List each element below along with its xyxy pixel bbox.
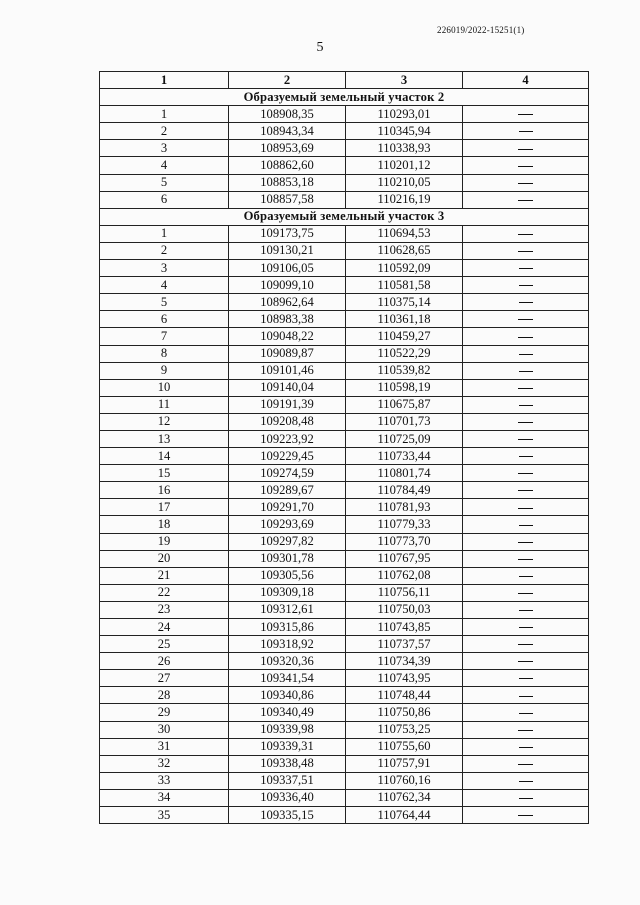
y-coordinate-cell: 110201,12 (346, 157, 463, 174)
x-coordinate-cell: 109274,59 (229, 465, 346, 482)
x-coordinate-cell: 109297,82 (229, 533, 346, 550)
table-row (100, 601, 589, 618)
column-header: 4 (463, 72, 589, 89)
dash-mark (519, 131, 533, 132)
point-number-cell: 32 (100, 755, 229, 772)
table-row (100, 311, 589, 328)
y-coordinate-cell: 110781,93 (346, 499, 463, 516)
dash-mark (518, 251, 533, 252)
y-coordinate-cell: 110675,87 (346, 396, 463, 413)
table-row (100, 413, 589, 430)
note-cell (463, 687, 589, 704)
table-row (100, 294, 589, 311)
x-coordinate-cell: 109305,56 (229, 567, 346, 584)
table-row (100, 772, 589, 789)
point-number-cell: 18 (100, 516, 229, 533)
y-coordinate-cell: 110581,58 (346, 277, 463, 294)
y-coordinate-cell: 110762,08 (346, 567, 463, 584)
note-cell (463, 636, 589, 653)
x-coordinate-cell: 109223,92 (229, 430, 346, 447)
dash-mark (519, 781, 533, 782)
y-coordinate-cell: 110750,86 (346, 704, 463, 721)
point-number-cell: 14 (100, 448, 229, 465)
table-row (100, 653, 589, 670)
x-coordinate-cell: 109291,70 (229, 499, 346, 516)
x-coordinate-cell: 109312,61 (229, 601, 346, 618)
y-coordinate-cell: 110338,93 (346, 140, 463, 157)
x-coordinate-cell: 109229,45 (229, 448, 346, 465)
note-cell (463, 499, 589, 516)
dash-mark (519, 747, 533, 748)
note-cell (463, 482, 589, 499)
note-cell (463, 772, 589, 789)
point-number-cell: 28 (100, 687, 229, 704)
dash-mark (518, 730, 533, 731)
y-coordinate-cell: 110210,05 (346, 174, 463, 191)
x-coordinate-cell: 109340,49 (229, 704, 346, 721)
point-number-cell: 3 (100, 140, 229, 157)
table-row (100, 516, 589, 533)
dash-mark (519, 525, 533, 526)
note-cell (463, 430, 589, 447)
dash-mark (519, 371, 533, 372)
y-coordinate-cell: 110750,03 (346, 601, 463, 618)
table-row (100, 191, 589, 208)
dash-mark (518, 388, 533, 389)
dash-mark (519, 268, 533, 269)
point-number-cell: 17 (100, 499, 229, 516)
dash-mark (519, 798, 533, 799)
table-row (100, 789, 589, 806)
note-cell (463, 516, 589, 533)
point-number-cell: 31 (100, 738, 229, 755)
point-number-cell: 11 (100, 396, 229, 413)
x-coordinate-cell: 108983,38 (229, 311, 346, 328)
table-row (100, 174, 589, 191)
table-row (100, 533, 589, 550)
dash-mark (518, 593, 533, 594)
note-cell (463, 721, 589, 738)
dash-mark (518, 490, 533, 491)
y-coordinate-cell: 110725,09 (346, 430, 463, 447)
y-coordinate-cell: 110628,65 (346, 242, 463, 259)
note-cell (463, 174, 589, 191)
table-row (100, 482, 589, 499)
x-coordinate-cell: 109318,92 (229, 636, 346, 653)
document-registration-number: 226019/2022-15251(1) (437, 25, 525, 35)
x-coordinate-cell: 109130,21 (229, 242, 346, 259)
y-coordinate-cell: 110756,11 (346, 584, 463, 601)
point-number-cell: 2 (100, 123, 229, 140)
point-number-cell: 23 (100, 601, 229, 618)
x-coordinate-cell: 109340,86 (229, 687, 346, 704)
y-coordinate-cell: 110701,73 (346, 413, 463, 430)
table-row (100, 328, 589, 345)
table-row (100, 260, 589, 277)
dash-mark (518, 422, 533, 423)
note-cell (463, 601, 589, 618)
dash-mark (519, 713, 533, 714)
x-coordinate-cell: 109048,22 (229, 328, 346, 345)
note-cell (463, 533, 589, 550)
table-row (100, 448, 589, 465)
point-number-cell: 29 (100, 704, 229, 721)
dash-mark (518, 183, 533, 184)
note-cell (463, 191, 589, 208)
y-coordinate-cell: 110345,94 (346, 123, 463, 140)
section-title: Образуемый земельный участок 3 (100, 208, 589, 225)
y-coordinate-cell: 110784,49 (346, 482, 463, 499)
note-cell (463, 396, 589, 413)
table-row (100, 225, 589, 242)
x-coordinate-cell: 109089,87 (229, 345, 346, 362)
y-coordinate-cell: 110216,19 (346, 191, 463, 208)
point-number-cell: 4 (100, 277, 229, 294)
x-coordinate-cell: 109289,67 (229, 482, 346, 499)
point-number-cell: 3 (100, 260, 229, 277)
point-number-cell: 26 (100, 653, 229, 670)
note-cell (463, 311, 589, 328)
coordinates-table (99, 71, 589, 824)
point-number-cell: 21 (100, 567, 229, 584)
dash-mark (519, 405, 533, 406)
table-row (100, 430, 589, 447)
x-coordinate-cell: 109106,05 (229, 260, 346, 277)
note-cell (463, 413, 589, 430)
x-coordinate-cell: 109191,39 (229, 396, 346, 413)
dash-mark (518, 559, 533, 560)
point-number-cell: 16 (100, 482, 229, 499)
x-coordinate-cell: 109320,36 (229, 653, 346, 670)
table-body (100, 89, 589, 824)
x-coordinate-cell: 108962,64 (229, 294, 346, 311)
x-coordinate-cell: 109101,46 (229, 362, 346, 379)
column-header: 1 (100, 72, 229, 89)
section-title-row (100, 208, 589, 225)
note-cell (463, 277, 589, 294)
x-coordinate-cell: 109293,69 (229, 516, 346, 533)
x-coordinate-cell: 108857,58 (229, 191, 346, 208)
point-number-cell: 7 (100, 328, 229, 345)
note-cell (463, 242, 589, 259)
table-row (100, 807, 589, 824)
y-coordinate-cell: 110801,74 (346, 465, 463, 482)
x-coordinate-cell: 108908,35 (229, 106, 346, 123)
dash-mark (519, 456, 533, 457)
point-number-cell: 8 (100, 345, 229, 362)
note-cell (463, 670, 589, 687)
table-row (100, 704, 589, 721)
table-row (100, 242, 589, 259)
dash-mark (518, 439, 533, 440)
point-number-cell: 2 (100, 242, 229, 259)
note-cell (463, 362, 589, 379)
note-cell (463, 653, 589, 670)
table-row (100, 362, 589, 379)
y-coordinate-cell: 110755,60 (346, 738, 463, 755)
dash-mark (518, 764, 533, 765)
table-row (100, 277, 589, 294)
note-cell (463, 738, 589, 755)
point-number-cell: 1 (100, 106, 229, 123)
point-number-cell: 35 (100, 807, 229, 824)
y-coordinate-cell: 110522,29 (346, 345, 463, 362)
point-number-cell: 12 (100, 413, 229, 430)
x-coordinate-cell: 109337,51 (229, 772, 346, 789)
point-number-cell: 25 (100, 636, 229, 653)
x-coordinate-cell: 109309,18 (229, 584, 346, 601)
dash-mark (518, 234, 533, 235)
point-number-cell: 33 (100, 772, 229, 789)
y-coordinate-cell: 110779,33 (346, 516, 463, 533)
note-cell (463, 106, 589, 123)
y-coordinate-cell: 110764,44 (346, 807, 463, 824)
note-cell (463, 704, 589, 721)
table-row (100, 140, 589, 157)
point-number-cell: 6 (100, 311, 229, 328)
note-cell (463, 567, 589, 584)
note-cell (463, 619, 589, 636)
y-coordinate-cell: 110760,16 (346, 772, 463, 789)
table-row (100, 738, 589, 755)
note-cell (463, 328, 589, 345)
dash-mark (518, 542, 533, 543)
point-number-cell: 30 (100, 721, 229, 738)
point-number-cell: 22 (100, 584, 229, 601)
dash-mark (519, 285, 533, 286)
y-coordinate-cell: 110694,53 (346, 225, 463, 242)
table-row (100, 755, 589, 772)
table-row (100, 584, 589, 601)
x-coordinate-cell: 109315,86 (229, 619, 346, 636)
dash-mark (519, 354, 533, 355)
table-header-row (100, 72, 589, 89)
y-coordinate-cell: 110592,09 (346, 260, 463, 277)
note-cell (463, 789, 589, 806)
table-row (100, 636, 589, 653)
section-title-row (100, 89, 589, 106)
dash-mark (519, 610, 533, 611)
point-number-cell: 10 (100, 379, 229, 396)
x-coordinate-cell: 109099,10 (229, 277, 346, 294)
x-coordinate-cell: 108953,69 (229, 140, 346, 157)
point-number-cell: 4 (100, 157, 229, 174)
dash-mark (518, 644, 533, 645)
x-coordinate-cell: 108943,34 (229, 123, 346, 140)
y-coordinate-cell: 110539,82 (346, 362, 463, 379)
note-cell (463, 465, 589, 482)
x-coordinate-cell: 109140,04 (229, 379, 346, 396)
dash-mark (519, 678, 533, 679)
dash-mark (518, 114, 533, 115)
table-row (100, 567, 589, 584)
y-coordinate-cell: 110375,14 (346, 294, 463, 311)
y-coordinate-cell: 110734,39 (346, 653, 463, 670)
dash-mark (518, 473, 533, 474)
dash-mark (518, 815, 533, 816)
dash-mark (518, 200, 533, 201)
dash-mark (519, 302, 533, 303)
table-row (100, 345, 589, 362)
y-coordinate-cell: 110773,70 (346, 533, 463, 550)
point-number-cell: 1 (100, 225, 229, 242)
x-coordinate-cell: 109301,78 (229, 550, 346, 567)
note-cell (463, 123, 589, 140)
dash-mark (518, 508, 533, 509)
dash-mark (518, 319, 533, 320)
y-coordinate-cell: 110762,34 (346, 789, 463, 806)
point-number-cell: 27 (100, 670, 229, 687)
point-number-cell: 13 (100, 430, 229, 447)
point-number-cell: 24 (100, 619, 229, 636)
table-row (100, 550, 589, 567)
page-number: 5 (316, 40, 324, 55)
x-coordinate-cell: 108862,60 (229, 157, 346, 174)
y-coordinate-cell: 110361,18 (346, 311, 463, 328)
x-coordinate-cell: 109339,98 (229, 721, 346, 738)
dash-mark (519, 696, 533, 697)
table-row (100, 721, 589, 738)
table-row (100, 379, 589, 396)
table-row (100, 619, 589, 636)
x-coordinate-cell: 108853,18 (229, 174, 346, 191)
table-row (100, 157, 589, 174)
y-coordinate-cell: 110743,85 (346, 619, 463, 636)
x-coordinate-cell: 109208,48 (229, 413, 346, 430)
y-coordinate-cell: 110748,44 (346, 687, 463, 704)
y-coordinate-cell: 110737,57 (346, 636, 463, 653)
y-coordinate-cell: 110733,44 (346, 448, 463, 465)
section-title: Образуемый земельный участок 2 (100, 89, 589, 106)
x-coordinate-cell: 109339,31 (229, 738, 346, 755)
x-coordinate-cell: 109338,48 (229, 755, 346, 772)
point-number-cell: 34 (100, 789, 229, 806)
point-number-cell: 20 (100, 550, 229, 567)
note-cell (463, 755, 589, 772)
column-header: 2 (229, 72, 346, 89)
table-row (100, 687, 589, 704)
note-cell (463, 260, 589, 277)
table-row (100, 123, 589, 140)
y-coordinate-cell: 110459,27 (346, 328, 463, 345)
note-cell (463, 157, 589, 174)
column-header: 3 (346, 72, 463, 89)
table-row (100, 106, 589, 123)
point-number-cell: 5 (100, 294, 229, 311)
dash-mark (519, 627, 533, 628)
table-row (100, 465, 589, 482)
y-coordinate-cell: 110767,95 (346, 550, 463, 567)
point-number-cell: 6 (100, 191, 229, 208)
dash-mark (518, 149, 533, 150)
point-number-cell: 5 (100, 174, 229, 191)
y-coordinate-cell: 110757,91 (346, 755, 463, 772)
x-coordinate-cell: 109336,40 (229, 789, 346, 806)
x-coordinate-cell: 109335,15 (229, 807, 346, 824)
note-cell (463, 345, 589, 362)
point-number-cell: 9 (100, 362, 229, 379)
point-number-cell: 19 (100, 533, 229, 550)
note-cell (463, 379, 589, 396)
dash-mark (518, 166, 533, 167)
y-coordinate-cell: 110293,01 (346, 106, 463, 123)
table-row (100, 396, 589, 413)
note-cell (463, 807, 589, 824)
dash-mark (518, 337, 533, 338)
note-cell (463, 584, 589, 601)
note-cell (463, 225, 589, 242)
note-cell (463, 294, 589, 311)
note-cell (463, 550, 589, 567)
table-row (100, 499, 589, 516)
x-coordinate-cell: 109341,54 (229, 670, 346, 687)
note-cell (463, 140, 589, 157)
dash-mark (518, 661, 533, 662)
note-cell (463, 448, 589, 465)
dash-mark (519, 576, 533, 577)
table-row (100, 670, 589, 687)
y-coordinate-cell: 110753,25 (346, 721, 463, 738)
point-number-cell: 15 (100, 465, 229, 482)
y-coordinate-cell: 110743,95 (346, 670, 463, 687)
y-coordinate-cell: 110598,19 (346, 379, 463, 396)
x-coordinate-cell: 109173,75 (229, 225, 346, 242)
